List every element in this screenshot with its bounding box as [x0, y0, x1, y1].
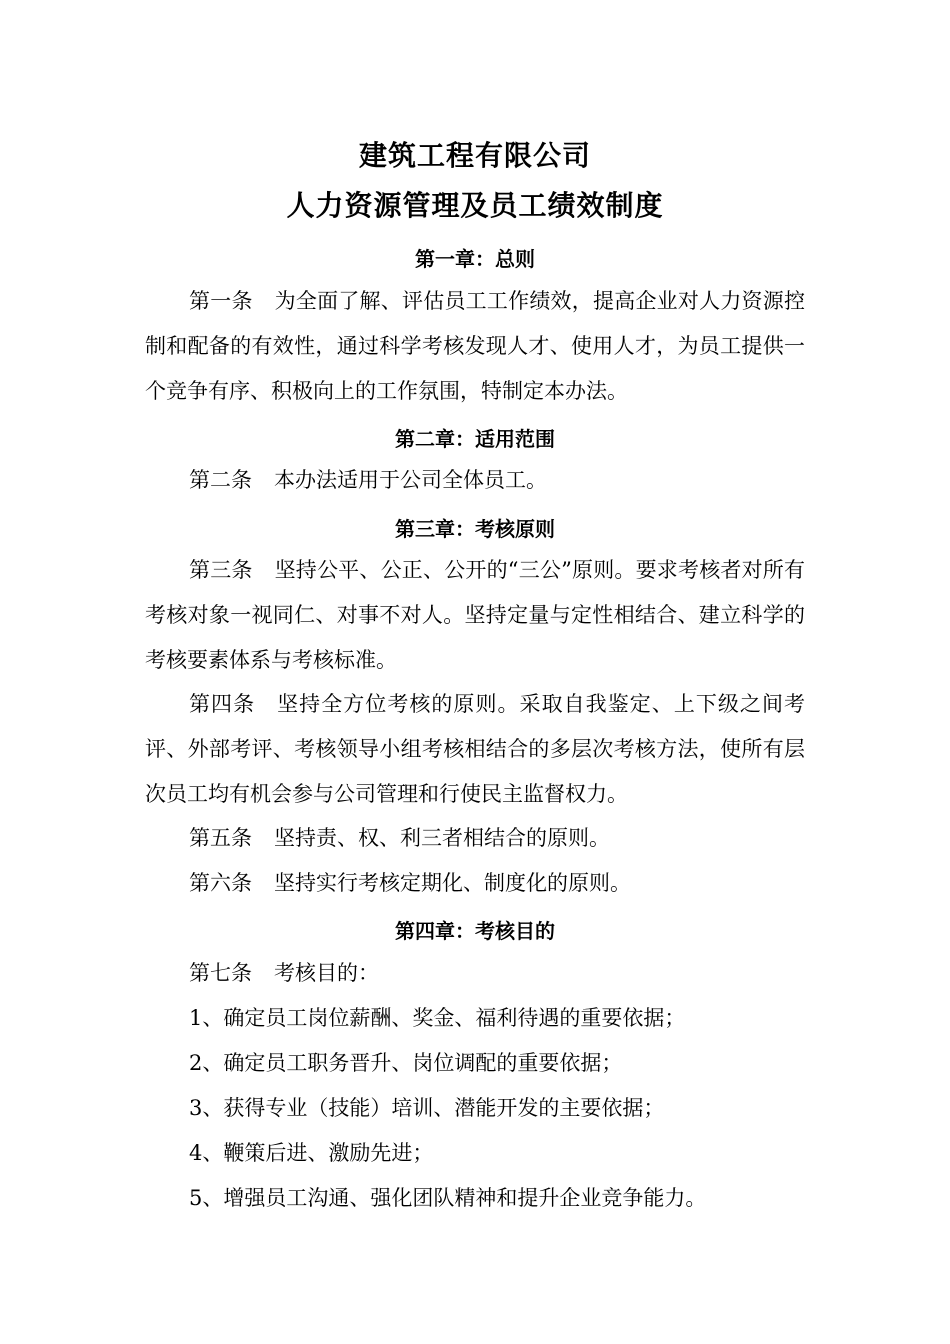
- article-text: 坚持公平、公正、公开的“三公”原则。要求考核者对所有考核对象一视同仁、对事不对人。坚持定量与定性相结合、建立科学的考核要素体系与考核标准。: [145, 558, 805, 672]
- article-label: 第二条: [189, 468, 252, 492]
- article-text: 坚持实行考核定期化、制度化的原则。: [274, 871, 631, 895]
- purpose-item-3: 3、获得专业（技能）培训、潜能开发的主要依据；: [189, 1096, 665, 1120]
- chapter-heading-4: 第四章：考核目的: [395, 919, 555, 943]
- article-text: 为全面了解、评估员工工作绩效，提高企业对人力资源控制和配备的有效性，通过科学考核发现人才、使用人才，为员工提供一个竞争有序、积极向上的工作氛围，特制定本办法。: [145, 289, 806, 403]
- article-text: 本办法适用于公司全体员工。: [274, 468, 547, 492]
- article-label: 第五条: [189, 826, 252, 850]
- article-text: 考核目的：: [274, 961, 379, 985]
- article-label: 第四条: [189, 692, 256, 716]
- article-label: 第一条: [189, 289, 253, 313]
- chapter-heading-2: 第二章：适用范围: [395, 427, 555, 451]
- article-label: 第七条: [189, 961, 252, 985]
- article-5: [145, 816, 805, 861]
- article-2: [145, 458, 805, 503]
- article-text: 坚持全方位考核的原则。采取自我鉴定、上下级之间考评、外部考评、考核领导小组考核相结合的多层次考核方法，使所有层次员工均有机会参与公司管理和行使民主监督权力。: [145, 692, 806, 806]
- chapter-heading-3: 第三章：考核原则: [395, 517, 555, 541]
- purpose-item-1: 1、确定员工岗位薪酬、奖金、福利待遇的重要依据；: [189, 1006, 686, 1030]
- purpose-item-4: 4、鞭策后进、激励先进；: [189, 1141, 434, 1165]
- chapter-heading-1: 第一章：总则: [415, 247, 535, 271]
- document-title: 人力资源管理及员工绩效制度: [286, 189, 664, 222]
- article-text: 坚持责、权、利三者相结合的原则。: [274, 826, 610, 850]
- company-name: 建筑工程有限公司: [358, 139, 591, 172]
- article-6: [145, 861, 805, 906]
- article-3: [145, 548, 805, 683]
- article-label: 第六条: [189, 871, 252, 895]
- article-label: 第三条: [189, 558, 253, 582]
- article-1: [145, 279, 805, 414]
- purpose-item-2: 2、确定员工职务晋升、岗位调配的重要依据；: [189, 1051, 623, 1075]
- article-4: [145, 682, 805, 817]
- purpose-item-5: 5、增强员工沟通、强化团队精神和提升企业竞争能力。: [189, 1186, 707, 1210]
- article-7: [145, 951, 805, 996]
